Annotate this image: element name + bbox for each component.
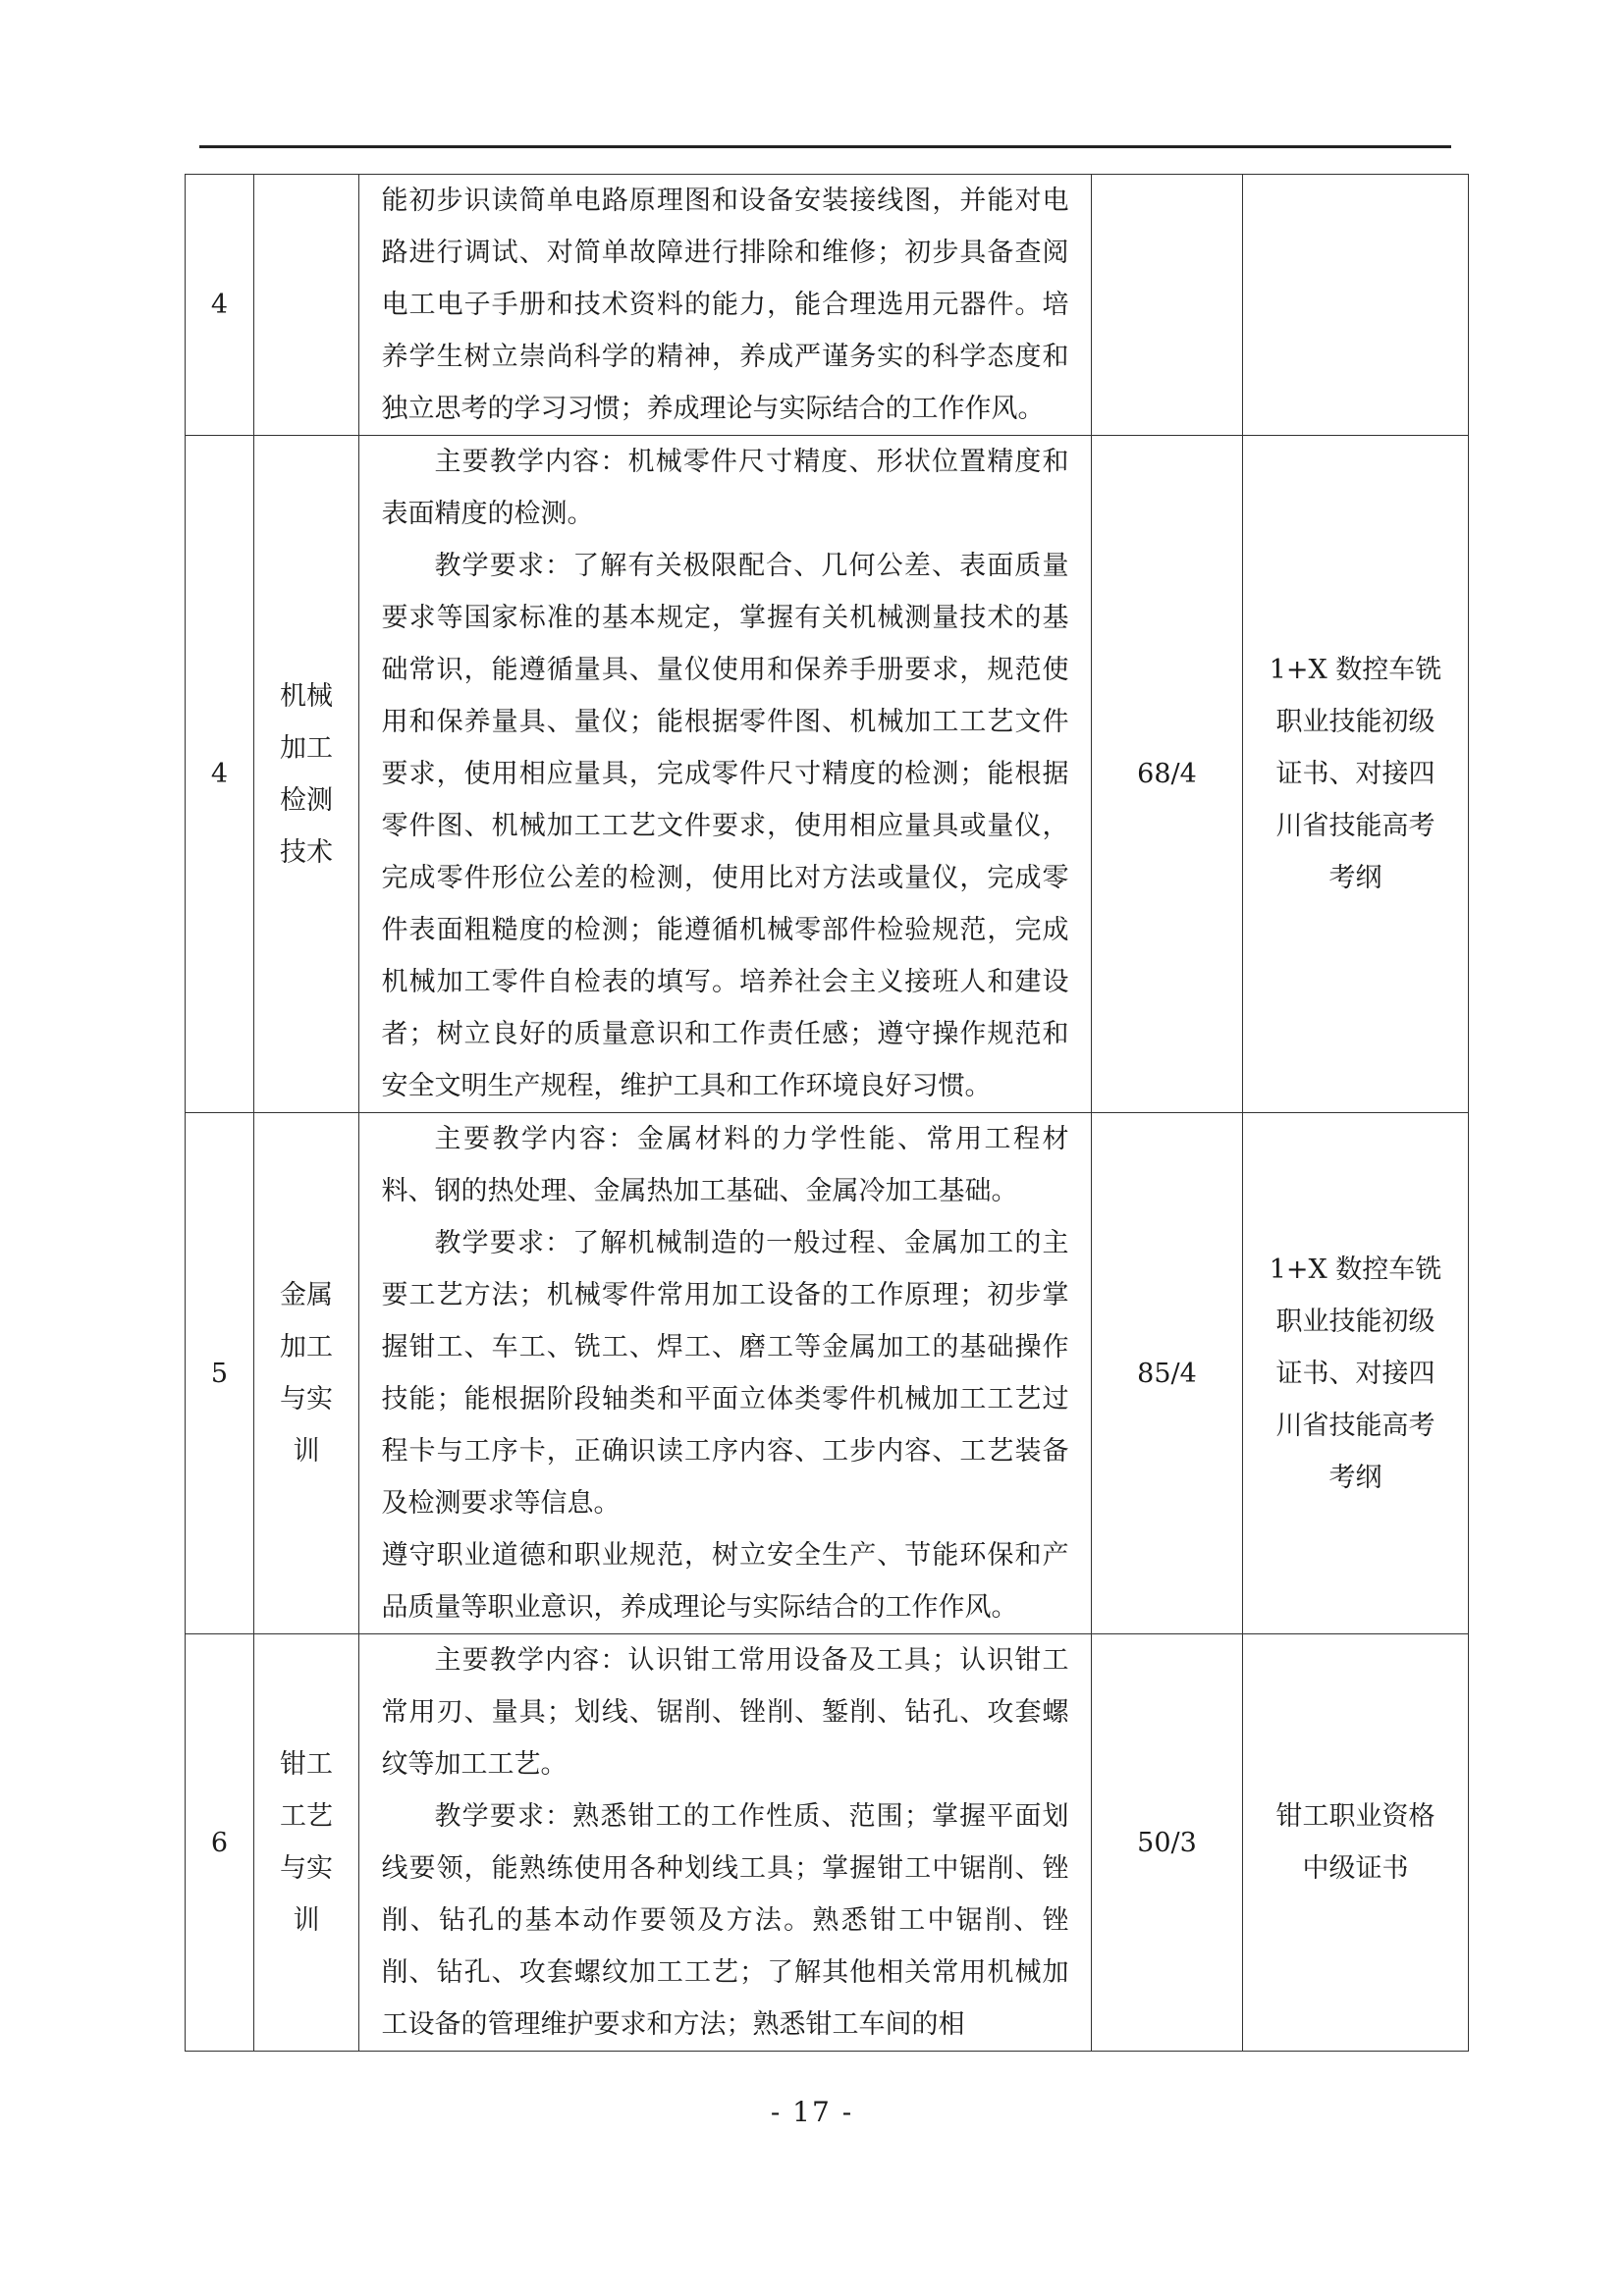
course-certificate-cell xyxy=(1243,175,1469,436)
course-content-cell xyxy=(359,175,1092,436)
table-row xyxy=(186,436,1469,1113)
content-paragraph: 主要教学内容：金属材料的力学性能、常用工程材料、钢的热处理、金属热加工基础、金属冷加工基础。 xyxy=(381,1124,1069,1206)
content-paragraph: 能初步识读简单电路原理图和设备安装接线图，并能对电路进行调试、对简单故障进行排除和维修；初步具备查阅电工电子手册和技术资料的能力，能合理选用元器件。培养学生树立崇尚科学的精神，养成严谨务实的科学态度和独立思考的学习习惯；养成理论与实际结合的工作作风。 xyxy=(381,186,1069,424)
course-certificate: 钳工职业资格中级证书 xyxy=(1275,1801,1435,1884)
course-number-cell: 4 xyxy=(186,436,254,1113)
course-name-cell xyxy=(254,1634,359,2052)
course-name: 钳工工艺与实训 xyxy=(280,1749,333,1936)
course-number-cell: 5 xyxy=(186,1113,254,1634)
table-row xyxy=(186,1634,1469,2052)
course-name-cell xyxy=(254,1113,359,1634)
course-name: 机械加工检测技术 xyxy=(280,680,333,868)
course-hours-cell xyxy=(1092,175,1243,436)
course-certificate-cell xyxy=(1243,436,1469,1113)
course-content-cell xyxy=(359,1113,1092,1634)
course-table xyxy=(185,174,1469,2052)
course-hours-cell: 68/4 xyxy=(1092,436,1243,1113)
course-number-cell: 4 xyxy=(186,175,254,436)
course-number-cell: 6 xyxy=(186,1634,254,2052)
page-number: - 17 - xyxy=(770,2096,854,2128)
table-row xyxy=(186,1113,1469,1634)
course-certificate: 1+X 数控车铣职业技能初级证书、对接四川省技能高考考纲 xyxy=(1269,655,1442,893)
content-paragraph: 教学要求：熟悉钳工的工作性质、范围；掌握平面划线要领，能熟练使用各种划线工具；掌握钳工中锯削、锉削、钻孔的基本动作要领及方法。熟悉钳工中锯削、锉削、钻孔、攻套螺纹加工工艺；了解其他相关常用机械加工设备的管理维护要求和方法；熟悉钳工车间的相 xyxy=(381,1801,1069,2040)
course-certificate-cell xyxy=(1243,1113,1469,1634)
course-content-cell xyxy=(359,1634,1092,2052)
content-paragraph: 主要教学内容：机械零件尺寸精度、形状位置精度和表面精度的检测。 xyxy=(381,447,1069,529)
course-name: 金属加工与实训 xyxy=(280,1280,333,1467)
content-paragraph: 主要教学内容：认识钳工常用设备及工具；认识钳工常用刃、量具；划线、锯削、锉削、錾削、钻孔、攻套螺纹等加工工艺。 xyxy=(381,1645,1069,1780)
course-name-cell xyxy=(254,175,359,436)
table-row xyxy=(186,175,1469,436)
content-paragraph: 教学要求：了解有关极限配合、几何公差、表面质量要求等国家标准的基本规定，掌握有关机械测量技术的基础常识，能遵循量具、量仪使用和保养手册要求，规范使用和保养量具、量仪；能根据零件图、机械加工工艺文件要求，使用相应量具，完成零件尺寸精度的检测；能根据零件图、机械加工工艺文件要求，使用相应量具或量仪，完成零件形位公差的检测，使用比对方法或量仪，完成零件表面粗糙度的检测；能遵循机械零部件检验规范，完成机械加工零件自检表的填写。培养社会主义接班人和建设者；树立良好的质量意识和工作责任感；遵守操作规范和安全文明生产规程，维护工具和工作环境良好习惯。 xyxy=(381,551,1069,1101)
course-name-cell xyxy=(254,436,359,1113)
header-rule xyxy=(199,145,1451,148)
course-hours-cell: 50/3 xyxy=(1092,1634,1243,2052)
course-certificate: 1+X 数控车铣职业技能初级证书、对接四川省技能高考考纲 xyxy=(1269,1254,1442,1493)
course-certificate-cell xyxy=(1243,1634,1469,2052)
course-hours-cell: 85/4 xyxy=(1092,1113,1243,1634)
content-paragraph: 遵守职业道德和职业规范，树立安全生产、节能环保和产品质量等职业意识，养成理论与实际结合的工作作风。 xyxy=(381,1540,1069,1623)
course-content-cell xyxy=(359,436,1092,1113)
content-paragraph: 教学要求：了解机械制造的一般过程、金属加工的主要工艺方法；机械零件常用加工设备的工作原理；初步掌握钳工、车工、铣工、焊工、磨工等金属加工的基础操作技能；能根据阶段轴类和平面立体类零件机械加工工艺过程卡与工序卡，正确识读工序内容、工步内容、工艺装备及检测要求等信息。 xyxy=(381,1228,1069,1519)
